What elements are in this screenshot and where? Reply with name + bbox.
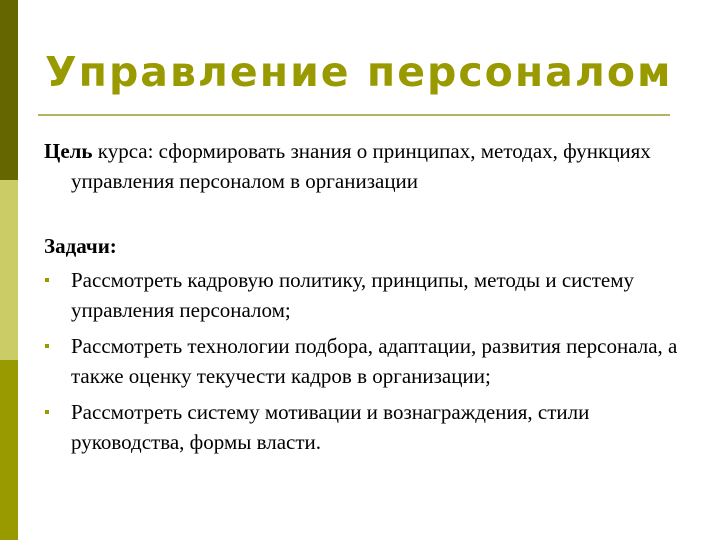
task-text: Рассмотреть кадровую политику, принципы, методы и систему управления персоналом; [71,268,634,322]
list-item [44,265,684,325]
tasks-heading: Задачи: [44,234,117,258]
square-bullet-icon [45,278,49,282]
goal-text: курса: сформировать знания о принципах, методах, функциях управления персоналом в организации [71,139,651,193]
goal-label: Цель [44,139,93,163]
slide-title: Управление персоналом [45,48,673,96]
side-bar-segment-top [0,0,18,180]
square-bullet-icon [45,410,49,414]
side-bar-segment-middle [0,180,18,360]
slide-content [44,136,684,463]
list-item [44,331,684,391]
task-text: Рассмотреть систему мотивации и вознаграждения, стили руководства, формы власти. [71,400,590,454]
square-bullet-icon [45,344,49,348]
side-bar-segment-bottom [0,360,18,540]
task-list [44,265,684,457]
list-item [44,397,684,457]
task-text: Рассмотреть технологии подбора, адаптации, развития персонала, а также оценку текучести кадров в организации; [71,334,678,388]
title-underline [38,114,670,116]
course-goal [44,136,684,196]
side-decoration-bar [0,0,18,540]
